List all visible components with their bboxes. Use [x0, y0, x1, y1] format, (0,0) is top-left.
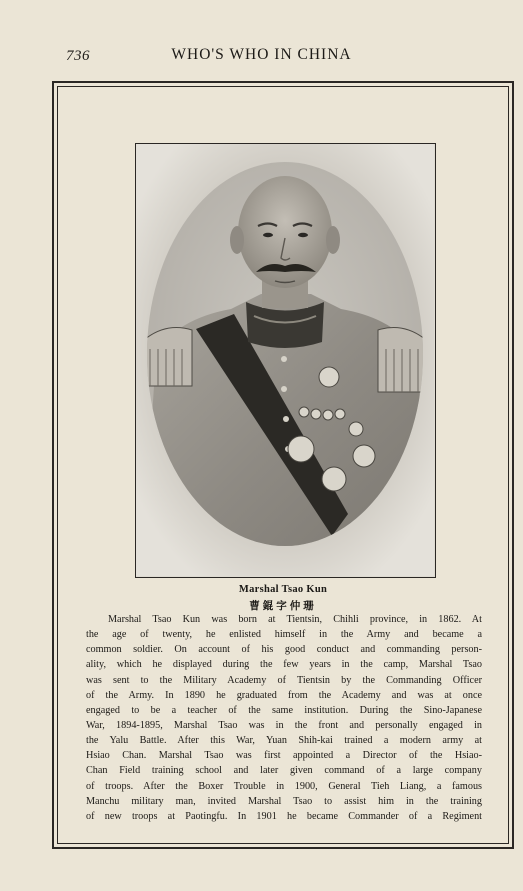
caption-chinese-name: 曹錕字仲珊 [249, 600, 317, 612]
biography-line: the age of twenty, he enlisted himself in the Army and became a [86, 629, 482, 641]
biography-line: of the Army. In 1890 he graduated from the Academy and was at once [86, 689, 482, 701]
biography-line: Hsiao Chan. Marshal Tsao was first appointed a Director of the Hsiao- [86, 750, 482, 762]
biography-line: the Yalu Battle. After this War, Yuan Shih-kai trained a modern army at [86, 735, 482, 747]
biography-text [86, 612, 482, 824]
biography-line: ality, which he displayed during the few years in the camp, Marshal Tsao [86, 659, 482, 671]
biography-line: War, 1894-1895, Marshal Tsao was in the front and personally engaged in [86, 719, 482, 731]
biography-line: Chan Field training school and later given command of a large company [86, 765, 482, 777]
biography-line: of new troops at Paotingfu. In 1901 he became Commander of a Regiment [86, 810, 482, 822]
biography-line: was sent to the Military Academy of Tientsin by the Commanding Officer [86, 674, 482, 686]
page-header [0, 44, 523, 68]
biography-line: Manchu military man, invited Marshal Tsao to assist him in the training [86, 795, 482, 807]
portrait-illustration [136, 144, 434, 576]
biography-line: common soldier. On account of his good conduct and commanding person- [86, 644, 482, 656]
portrait-photograph [135, 143, 436, 578]
biography-line: engaged to be a teacher of the same institution. During the Sino-Japanese [86, 704, 482, 716]
biography-line: Marshal Tsao Kun was born at Tientsin, Chihli province, in 1862. At [108, 614, 482, 625]
running-title: WHO'S WHO IN CHINA [171, 46, 352, 63]
page-number: 736 [66, 48, 90, 64]
caption-name: Marshal Tsao Kun [238, 584, 328, 595]
biography-line: of troops. After the Boxer Trouble in 1900, General Tieh Liang, a famous [86, 780, 482, 792]
